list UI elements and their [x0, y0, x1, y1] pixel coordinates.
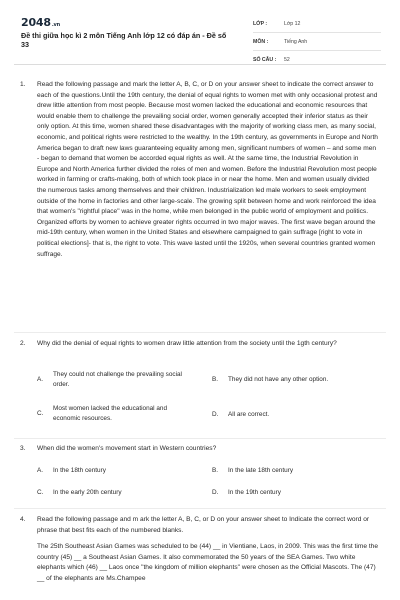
- question-text: When did the women's movement start in Western countries?: [37, 445, 217, 452]
- option-letter: C.: [37, 489, 44, 496]
- option-b[interactable]: [212, 466, 363, 476]
- question-number: 3.: [20, 445, 26, 452]
- question-separator: [14, 438, 386, 439]
- meta-row-count: [253, 51, 381, 69]
- question-text: Why did the denial of equal rights to women draw little attention from the society until the 1gth century?: [37, 340, 337, 347]
- option-letter: A.: [37, 467, 44, 474]
- logo-text: 2048: [21, 16, 51, 29]
- question-number: 2.: [20, 340, 26, 347]
- option-b[interactable]: [212, 375, 398, 385]
- meta-row-subject: [253, 33, 381, 51]
- meta-value: Lớp 12: [284, 20, 301, 27]
- question-3: [20, 444, 380, 455]
- option-letter: D.: [212, 489, 219, 496]
- meta-label: SỐ CÂU :: [253, 57, 277, 63]
- option-letter: C.: [37, 410, 44, 417]
- question-separator: [14, 332, 386, 333]
- exam-meta: [253, 15, 381, 69]
- option-text: Most women lacked the educational and economic resources.: [53, 405, 168, 422]
- question-2: [20, 339, 380, 350]
- option-c[interactable]: [37, 488, 188, 498]
- option-text: All are correct.: [228, 411, 270, 418]
- option-d[interactable]: [212, 410, 363, 420]
- option-letter: D.: [212, 411, 219, 418]
- option-a[interactable]: [37, 466, 188, 476]
- option-d[interactable]: [212, 488, 363, 498]
- option-text: In the 18th century: [53, 467, 106, 474]
- question-number: 4.: [20, 516, 26, 523]
- question-separator: [14, 508, 386, 509]
- option-c[interactable]: [37, 404, 188, 424]
- option-text: In the 19th century: [228, 489, 281, 496]
- question-text: Read the following passage and m ark the letter A, B, C, or D on your answer sheet to Indicate the correct word or phrase that best fits each of the numbered blanks.: [37, 516, 370, 534]
- meta-label: MÔN :: [253, 38, 269, 45]
- page-title: Đề thi giữa học kì 2 môn Tiếng Anh lớp 12 có đáp án - Đề số 33: [21, 31, 227, 49]
- option-letter: B.: [212, 376, 219, 383]
- meta-row-class: [253, 15, 381, 33]
- logo-suffix: .vn: [51, 22, 60, 28]
- meta-label: LỚP :: [253, 20, 268, 27]
- question-4: [20, 515, 380, 585]
- option-text: In the early 20th century: [53, 489, 122, 496]
- meta-value: Tiếng Anh: [284, 38, 308, 45]
- option-text: They could not challenge the prevailing social order.: [53, 371, 182, 388]
- option-a[interactable]: [37, 370, 188, 390]
- option-letter: A.: [37, 376, 44, 383]
- option-letter: B.: [212, 467, 219, 474]
- question-passage: The 25th Southeast Asian Games was scheduled to be (44) __ in Vientiane, Laos, in 2009. This was the first time the country (45) __ a Southeast Asian Games. It also commemorated the 50 years of the SEA Games. Two white elephants which (46) __ Laos once "the kingdom of million elephants" were chosen as the Official Mascots. The (47) __ of the elephants are Ms.Champee: [37, 543, 379, 582]
- meta-value: 52: [284, 57, 290, 63]
- question-number: 1.: [20, 81, 26, 88]
- page-header: [0, 0, 400, 62]
- option-text: They did not have any other option.: [228, 376, 329, 383]
- question-text: Read the following passage and mark the letter A, B, C, or D on your answer sheet to indicate the correct answer to each of the questions.Until the 19th century, the denial of equal rights to women met with only occasional protest and drew little attention from most people. Because most women lacked the educational and economic resources that would enable them to challenge the prevailing social order, women generally accepted their inferior status as their only option. At this time, women shared these disadvantages with the majority of working class men, as many social, economic, and political rights were restricted to the wealthy. In the 19th century, as governments in Europe and North America began to draft new laws guaranteeing equality among men, significant numbers of women – and some men - began to demand that women be accorded equal rights as well. At the same time, the Industrial Revolution in Europe and North America further divided the roles of men and women. Before the Industrial Revolution most people worked in farming or crafts-making, both of which took place in or near the home. Men and women usually divided the numerous tasks among themselves and their children. Industrialization led male workers to seek employment outside of the home in factories and other large-scale. The growing split between home and work reinforced the idea that women's "rightful place" was in the home, while men belonged in the public world of employment and politics. Organized efforts by women to achieve greater rights occurred in two major waves. The first wave began around the mid-19th century, when women in the United States and elsewhere campaigned to gain suffrage [right to vote in political elections]- that is, the right to vote. This wave lasted until the 1920s, when several countries granted women suffrage.: [37, 81, 378, 258]
- option-text: In the late 18th century: [228, 467, 294, 474]
- question-1: [20, 80, 380, 260]
